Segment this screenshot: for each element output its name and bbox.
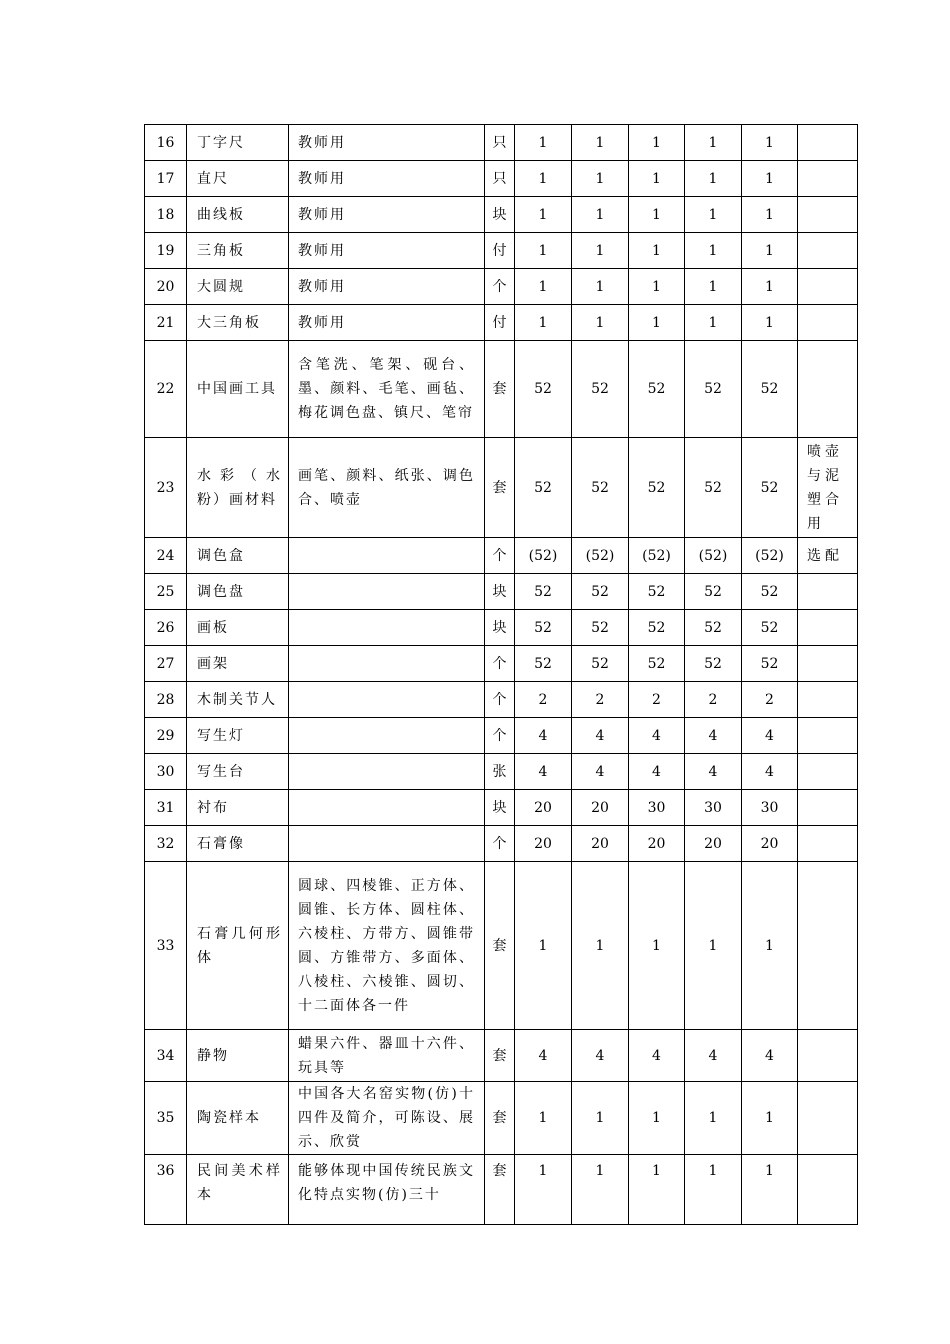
cell-quantity: 1 xyxy=(685,233,742,269)
cell-note xyxy=(798,862,858,1030)
cell-quantity: 52 xyxy=(572,341,629,438)
cell-quantity: 52 xyxy=(629,610,685,646)
cell-unit: 只 xyxy=(485,125,515,161)
cell-number: 19 xyxy=(145,233,187,269)
cell-name: 写生灯 xyxy=(187,718,289,754)
cell-quantity: 20 xyxy=(629,826,685,862)
cell-note xyxy=(798,790,858,826)
cell-quantity: 4 xyxy=(742,718,798,754)
cell-note xyxy=(798,269,858,305)
cell-quantity: 4 xyxy=(685,754,742,790)
cell-quantity: 4 xyxy=(515,718,572,754)
cell-quantity: 1 xyxy=(629,197,685,233)
cell-number: 28 xyxy=(145,682,187,718)
cell-quantity: 52 xyxy=(515,646,572,682)
cell-name: 石膏像 xyxy=(187,826,289,862)
cell-quantity: 1 xyxy=(572,269,629,305)
cell-unit: 付 xyxy=(485,233,515,269)
cell-quantity: 30 xyxy=(629,790,685,826)
cell-unit: 付 xyxy=(485,305,515,341)
cell-quantity: 2 xyxy=(572,682,629,718)
cell-number: 27 xyxy=(145,646,187,682)
table-row xyxy=(145,826,858,862)
cell-number: 24 xyxy=(145,538,187,574)
cell-number: 29 xyxy=(145,718,187,754)
cell-spec: 中国各大名窑实物(仿)十四件及简介，可陈设、展示、欣赏 xyxy=(289,1082,485,1155)
cell-spec xyxy=(289,826,485,862)
cell-quantity: 52 xyxy=(572,610,629,646)
cell-unit: 个 xyxy=(485,646,515,682)
cell-quantity: 1 xyxy=(572,305,629,341)
cell-quantity: 20 xyxy=(685,826,742,862)
cell-name: 直尺 xyxy=(187,161,289,197)
table-row xyxy=(145,646,858,682)
cell-quantity: 1 xyxy=(572,1155,629,1225)
cell-quantity: 52 xyxy=(685,610,742,646)
cell-quantity: 4 xyxy=(685,718,742,754)
cell-quantity: 1 xyxy=(572,233,629,269)
cell-quantity: (52) xyxy=(742,538,798,574)
cell-spec: 圆球、四棱锥、正方体、圆锥、长方体、圆柱体、六棱柱、方带方、圆锥带圆、方锥带方、多面体、八棱柱、六棱锥、圆切、十二面体各一件 xyxy=(289,862,485,1030)
cell-quantity: 1 xyxy=(515,161,572,197)
cell-quantity: 1 xyxy=(629,1155,685,1225)
cell-quantity: (52) xyxy=(515,538,572,574)
cell-unit: 套 xyxy=(485,1155,515,1225)
table-row xyxy=(145,718,858,754)
cell-spec: 含笔洗、笔架、砚台、墨、颜料、毛笔、画毡、梅花调色盘、镇尺、笔帘 xyxy=(289,341,485,438)
cell-name: 丁字尺 xyxy=(187,125,289,161)
cell-unit: 个 xyxy=(485,269,515,305)
cell-spec: 教师用 xyxy=(289,233,485,269)
cell-note xyxy=(798,682,858,718)
cell-quantity: 4 xyxy=(629,754,685,790)
cell-spec xyxy=(289,610,485,646)
table-row xyxy=(145,538,858,574)
cell-quantity: 1 xyxy=(742,305,798,341)
cell-quantity: 1 xyxy=(685,1082,742,1155)
cell-quantity: 4 xyxy=(515,754,572,790)
cell-name: 石膏几何形体 xyxy=(187,862,289,1030)
cell-quantity: 1 xyxy=(742,269,798,305)
cell-unit: 块 xyxy=(485,574,515,610)
cell-note xyxy=(798,1082,858,1155)
cell-quantity: 52 xyxy=(515,341,572,438)
cell-quantity: (52) xyxy=(629,538,685,574)
cell-unit: 套 xyxy=(485,1082,515,1155)
cell-note xyxy=(798,610,858,646)
cell-quantity: 20 xyxy=(515,826,572,862)
cell-quantity: 20 xyxy=(572,790,629,826)
cell-unit: 个 xyxy=(485,538,515,574)
cell-quantity: 52 xyxy=(515,574,572,610)
cell-spec: 教师用 xyxy=(289,161,485,197)
cell-quantity: 2 xyxy=(685,682,742,718)
cell-unit: 个 xyxy=(485,682,515,718)
cell-quantity: 52 xyxy=(742,646,798,682)
cell-quantity: 52 xyxy=(629,646,685,682)
cell-name: 木制关节人 xyxy=(187,682,289,718)
cell-spec xyxy=(289,538,485,574)
cell-quantity: 52 xyxy=(685,646,742,682)
cell-quantity: 1 xyxy=(742,1155,798,1225)
cell-quantity: 52 xyxy=(742,610,798,646)
cell-unit: 块 xyxy=(485,197,515,233)
cell-quantity: 1 xyxy=(742,1082,798,1155)
cell-quantity: 1 xyxy=(572,1082,629,1155)
cell-quantity: 52 xyxy=(572,574,629,610)
cell-quantity: 1 xyxy=(685,862,742,1030)
table-row xyxy=(145,610,858,646)
table-row xyxy=(145,862,858,1030)
cell-quantity: 52 xyxy=(742,341,798,438)
cell-quantity: 1 xyxy=(629,161,685,197)
cell-quantity: 1 xyxy=(685,305,742,341)
cell-spec: 画笔、颜料、纸张、调色合、喷壶 xyxy=(289,438,485,538)
cell-spec: 蜡果六件、器皿十六件、玩具等 xyxy=(289,1030,485,1082)
table-row xyxy=(145,1030,858,1082)
equipment-table xyxy=(144,124,858,1225)
cell-unit: 套 xyxy=(485,438,515,538)
cell-name: 画架 xyxy=(187,646,289,682)
cell-quantity: 1 xyxy=(742,862,798,1030)
cell-quantity: 1 xyxy=(515,125,572,161)
cell-note: 选配 xyxy=(798,538,858,574)
table-row xyxy=(145,1155,858,1225)
cell-note: 喷壶与泥塑合用 xyxy=(798,438,858,538)
cell-quantity: 52 xyxy=(629,438,685,538)
cell-number: 20 xyxy=(145,269,187,305)
cell-name: 写生台 xyxy=(187,754,289,790)
cell-quantity: 1 xyxy=(742,161,798,197)
cell-quantity: 1 xyxy=(629,233,685,269)
cell-quantity: 1 xyxy=(742,197,798,233)
cell-note xyxy=(798,125,858,161)
cell-number: 26 xyxy=(145,610,187,646)
cell-quantity: 1 xyxy=(629,305,685,341)
cell-name: 大圆规 xyxy=(187,269,289,305)
cell-name: 民间美术样本 xyxy=(187,1155,289,1225)
cell-number: 32 xyxy=(145,826,187,862)
cell-spec xyxy=(289,754,485,790)
cell-quantity: 1 xyxy=(515,1155,572,1225)
cell-quantity: 1 xyxy=(572,125,629,161)
cell-quantity: 52 xyxy=(742,574,798,610)
cell-unit: 只 xyxy=(485,161,515,197)
cell-quantity: 4 xyxy=(572,718,629,754)
cell-quantity: 1 xyxy=(515,305,572,341)
cell-number: 25 xyxy=(145,574,187,610)
cell-note xyxy=(798,341,858,438)
cell-spec xyxy=(289,574,485,610)
cell-quantity: 1 xyxy=(629,862,685,1030)
cell-quantity: 2 xyxy=(629,682,685,718)
cell-spec xyxy=(289,646,485,682)
cell-spec: 教师用 xyxy=(289,269,485,305)
cell-quantity: 1 xyxy=(685,125,742,161)
table-row xyxy=(145,233,858,269)
cell-spec: 教师用 xyxy=(289,125,485,161)
cell-quantity: (52) xyxy=(572,538,629,574)
cell-quantity: 1 xyxy=(515,1082,572,1155)
cell-spec: 教师用 xyxy=(289,197,485,233)
table-row xyxy=(145,574,858,610)
cell-unit: 个 xyxy=(485,718,515,754)
cell-quantity: 1 xyxy=(629,125,685,161)
cell-spec xyxy=(289,790,485,826)
cell-number: 34 xyxy=(145,1030,187,1082)
cell-quantity: 30 xyxy=(685,790,742,826)
cell-number: 21 xyxy=(145,305,187,341)
cell-quantity: 1 xyxy=(572,161,629,197)
cell-name: 曲线板 xyxy=(187,197,289,233)
cell-quantity: 52 xyxy=(572,646,629,682)
cell-quantity: 52 xyxy=(742,438,798,538)
cell-quantity: 1 xyxy=(572,862,629,1030)
cell-number: 18 xyxy=(145,197,187,233)
cell-name: 调色盘 xyxy=(187,574,289,610)
cell-quantity: 52 xyxy=(572,438,629,538)
cell-quantity: 1 xyxy=(515,197,572,233)
cell-quantity: 1 xyxy=(629,1082,685,1155)
cell-name: 衬布 xyxy=(187,790,289,826)
cell-quantity: 1 xyxy=(685,197,742,233)
cell-quantity: 52 xyxy=(515,610,572,646)
table-row xyxy=(145,305,858,341)
table-row xyxy=(145,161,858,197)
cell-quantity: 1 xyxy=(515,269,572,305)
cell-quantity: 52 xyxy=(685,341,742,438)
cell-spec: 教师用 xyxy=(289,305,485,341)
cell-quantity: 20 xyxy=(742,826,798,862)
cell-unit: 套 xyxy=(485,1030,515,1082)
cell-quantity: 4 xyxy=(742,754,798,790)
cell-quantity: 4 xyxy=(742,1030,798,1082)
table-row xyxy=(145,269,858,305)
table-row xyxy=(145,682,858,718)
table-row xyxy=(145,1082,858,1155)
cell-name: 中国画工具 xyxy=(187,341,289,438)
cell-note xyxy=(798,1030,858,1082)
cell-quantity: 4 xyxy=(572,1030,629,1082)
cell-quantity: 2 xyxy=(742,682,798,718)
cell-name: 三角板 xyxy=(187,233,289,269)
cell-quantity: 52 xyxy=(685,438,742,538)
cell-name: 陶瓷样本 xyxy=(187,1082,289,1155)
cell-name: 静物 xyxy=(187,1030,289,1082)
table-row xyxy=(145,438,858,538)
cell-quantity: 1 xyxy=(629,269,685,305)
cell-quantity: 20 xyxy=(572,826,629,862)
table-row xyxy=(145,125,858,161)
cell-unit: 套 xyxy=(485,862,515,1030)
cell-number: 22 xyxy=(145,341,187,438)
cell-quantity: (52) xyxy=(685,538,742,574)
table-row xyxy=(145,341,858,438)
cell-number: 17 xyxy=(145,161,187,197)
cell-note xyxy=(798,574,858,610)
cell-quantity: 1 xyxy=(742,125,798,161)
cell-unit: 张 xyxy=(485,754,515,790)
cell-quantity: 1 xyxy=(685,1155,742,1225)
cell-unit: 块 xyxy=(485,610,515,646)
cell-quantity: 4 xyxy=(685,1030,742,1082)
cell-unit: 套 xyxy=(485,341,515,438)
cell-quantity: 1 xyxy=(572,197,629,233)
cell-quantity: 4 xyxy=(572,754,629,790)
cell-note xyxy=(798,1155,858,1225)
cell-note xyxy=(798,718,858,754)
cell-quantity: 30 xyxy=(742,790,798,826)
cell-quantity: 52 xyxy=(685,574,742,610)
cell-note xyxy=(798,754,858,790)
cell-name: 大三角板 xyxy=(187,305,289,341)
cell-quantity: 1 xyxy=(515,862,572,1030)
cell-quantity: 20 xyxy=(515,790,572,826)
cell-unit: 块 xyxy=(485,790,515,826)
cell-note xyxy=(798,826,858,862)
cell-spec xyxy=(289,718,485,754)
cell-quantity: 52 xyxy=(629,341,685,438)
cell-number: 33 xyxy=(145,862,187,1030)
cell-unit: 个 xyxy=(485,826,515,862)
cell-name: 画板 xyxy=(187,610,289,646)
cell-note xyxy=(798,646,858,682)
cell-number: 31 xyxy=(145,790,187,826)
cell-spec: 能够体现中国传统民族文化特点实物(仿)三十 xyxy=(289,1155,485,1225)
table-row xyxy=(145,197,858,233)
cell-spec xyxy=(289,682,485,718)
cell-quantity: 1 xyxy=(742,233,798,269)
cell-quantity: 1 xyxy=(515,233,572,269)
cell-quantity: 1 xyxy=(685,161,742,197)
cell-note xyxy=(798,161,858,197)
cell-note xyxy=(798,233,858,269)
cell-quantity: 4 xyxy=(629,1030,685,1082)
cell-name: 水彩（水粉）画材料 xyxy=(187,438,289,538)
cell-quantity: 1 xyxy=(685,269,742,305)
table-row xyxy=(145,754,858,790)
cell-note xyxy=(798,197,858,233)
cell-quantity: 52 xyxy=(515,438,572,538)
cell-name: 调色盒 xyxy=(187,538,289,574)
cell-note xyxy=(798,305,858,341)
table-row xyxy=(145,790,858,826)
cell-quantity: 52 xyxy=(629,574,685,610)
cell-number: 30 xyxy=(145,754,187,790)
cell-number: 23 xyxy=(145,438,187,538)
cell-number: 36 xyxy=(145,1155,187,1225)
cell-number: 35 xyxy=(145,1082,187,1155)
cell-quantity: 4 xyxy=(515,1030,572,1082)
cell-quantity: 2 xyxy=(515,682,572,718)
cell-quantity: 4 xyxy=(629,718,685,754)
cell-number: 16 xyxy=(145,125,187,161)
